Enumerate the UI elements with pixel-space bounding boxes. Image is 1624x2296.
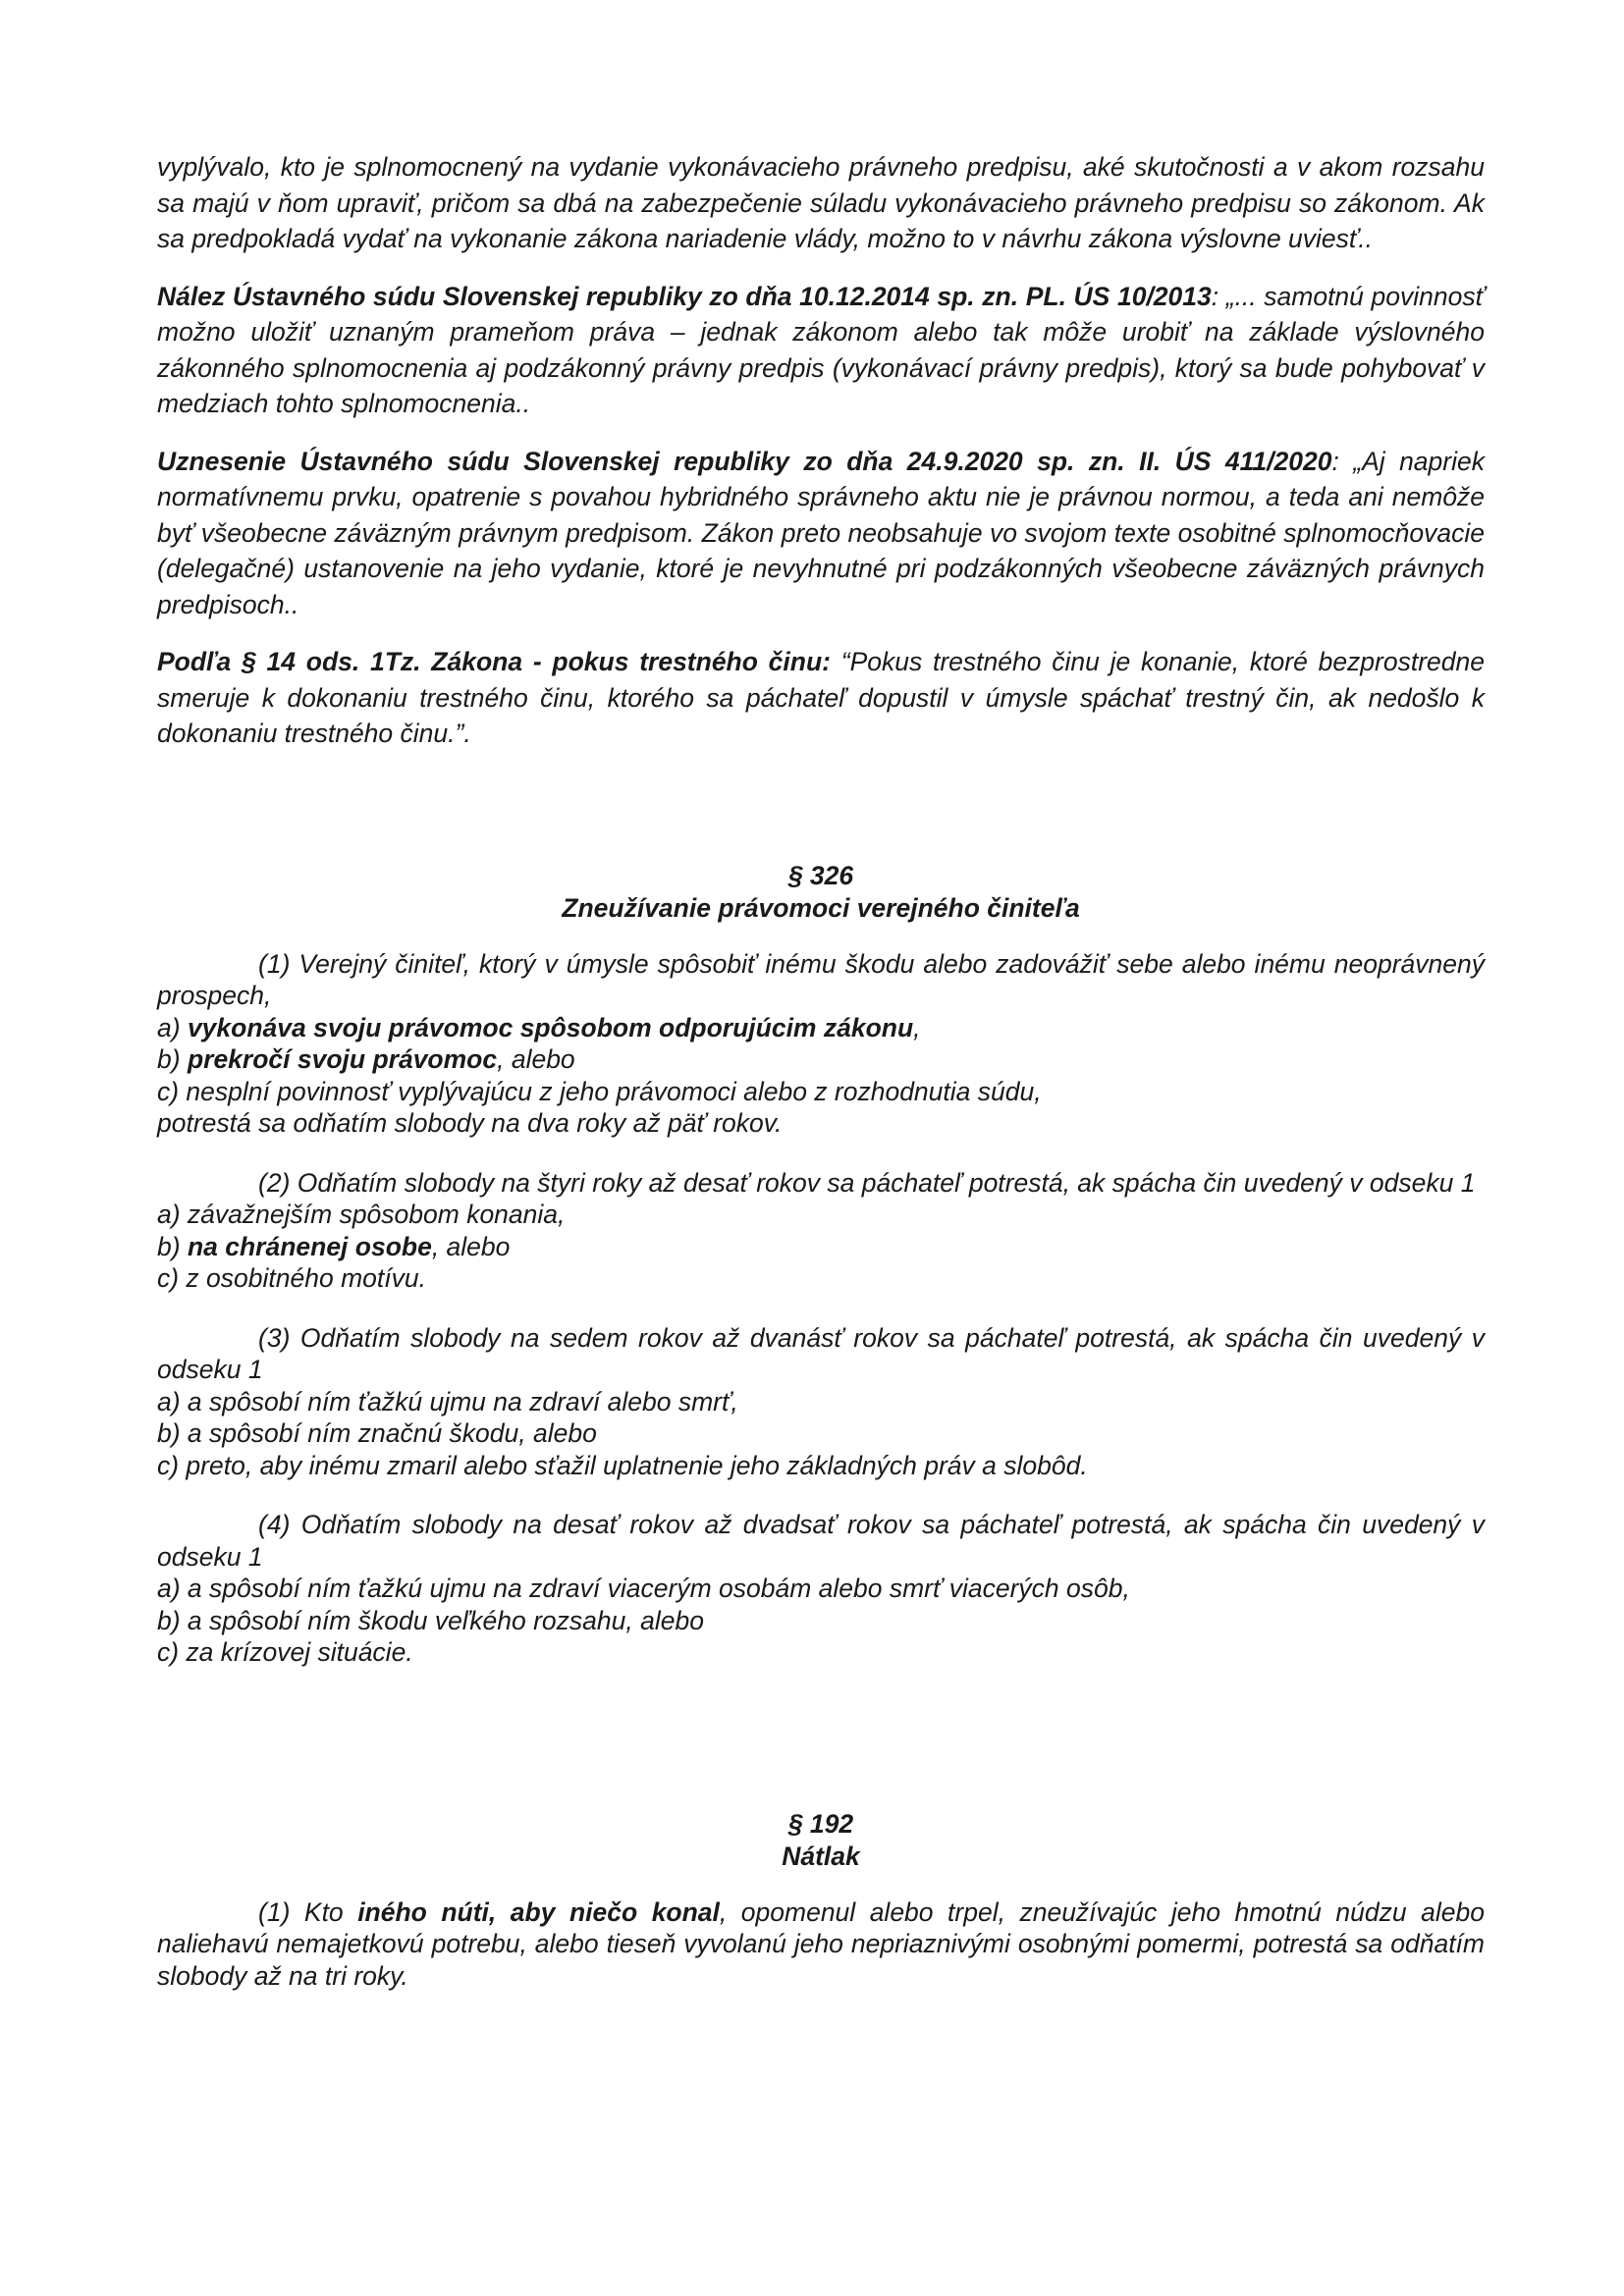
- penalty-line: potrestá sa odňatím slobody na dva roky až päť rokov.: [157, 1108, 783, 1138]
- list-item: [157, 1012, 1485, 1044]
- item-text: , alebo: [431, 1231, 511, 1261]
- section-192: [157, 1808, 1485, 1993]
- item-text: , opomenul alebo trpel, zneužívajúc jeho hmotnú núdzu alebo naliehavú nemajetkovú potrebu, alebo tieseň vyvolanú jeho nepriaznivými osobnými pomermi, potrestá sa odňatím slobody až na tri roky.: [157, 1896, 1485, 1991]
- subsection-1: [157, 1896, 1485, 1993]
- item-text: (1) Kto: [258, 1896, 358, 1927]
- item-letter: a): [157, 1012, 188, 1042]
- attempt-text: “Pokus trestného činu je konanie, ktoré bezprostredne smeruje k dokonaniu trestného činu, ktorého sa páchateľ dopustil v úmysle spáchať trestný čin, ak nedošlo k dokonaniu trestného činu.”.: [157, 647, 1485, 748]
- court-resolution-heading: Uznesenie Ústavného súdu Slovenskej republiky zo dňa 24.9.2020 sp. zn. II. ÚS 411/2020: [157, 446, 1332, 476]
- attempt-paragraph: [157, 644, 1485, 752]
- item-letter: b): [157, 1231, 188, 1261]
- item-text: ,: [913, 1012, 921, 1042]
- subsection-3: [157, 1322, 1485, 1482]
- section-number: § 326: [787, 860, 854, 890]
- list-item: b) a spôsobí ním škodu veľkého rozsahu, alebo: [157, 1605, 704, 1635]
- court-finding-paragraph: [157, 279, 1485, 422]
- item-bold-text: na chránenej osobe: [187, 1231, 432, 1261]
- subsection-intro: (3) Odňatím slobody na sedem rokov až dvanásť rokov sa páchateľ potrestá, ak spácha čin uvedený v odseku 1: [157, 1322, 1485, 1384]
- subsection-intro: (1) Verejný činiteľ, ktorý v úmysle spôsobiť inému škodu alebo zadovážiť sebe alebo inému neoprávnený prospech,: [157, 948, 1485, 1010]
- list-item: a) závažnejším spôsobom konania,: [157, 1200, 566, 1229]
- section-title: Nátlak: [782, 1841, 860, 1871]
- item-text: , alebo: [497, 1044, 575, 1074]
- list-item: [157, 1231, 1485, 1263]
- paragraph-text: vyplývalo, kto je splnomocnený na vydanie vykonávacieho právneho predpisu, aké skutočnosti a v akom rozsahu sa majú v ňom upraviť, pričom sa dbá na zabezpečenie súladu vykonávacieho právneho predpisu so zákonom. Ak sa predpokladá vydať na vykonanie zákona nariadenie vlády, možno to v návrhu zákona výslovne uviesť..: [157, 152, 1485, 253]
- section-number: § 192: [787, 1808, 854, 1839]
- list-item: c) z osobitného motívu.: [157, 1263, 426, 1293]
- list-item: a) a spôsobí ním ťažkú ujmu na zdraví viacerým osobám alebo smrť viacerých osôb,: [157, 1574, 1130, 1603]
- court-finding-text: : „... samotnú povinnosť možno uložiť uznaným prameňom práva – jednak zákonom alebo tak môže urobiť na základe výslovného zákonného splnomocnenia aj podzákonný právny predpis (vykonávací právny predpis), ktorý sa bude pohybovať v medziach tohto splnomocnenia..: [157, 281, 1485, 418]
- list-item: a) a spôsobí ním ťažkú ujmu na zdraví alebo smrť,: [157, 1386, 738, 1416]
- section-title: Zneužívanie právomoci verejného činiteľa: [562, 892, 1080, 923]
- subsection-1: [157, 948, 1485, 1140]
- item-letter: b): [157, 1044, 188, 1074]
- attempt-heading: Podľa § 14 ods. 1Tz. Zákona - pokus trestného činu:: [157, 647, 831, 676]
- list-item: c) nesplní povinnosť vyplývajúcu z jeho právomoci alebo z rozhodnutia súdu,: [157, 1076, 1042, 1106]
- subsection-intro: (2) Odňatím slobody na štyri roky až desať rokov sa páchateľ potrestá, ak spácha čin uvedený v odseku 1: [258, 1167, 1476, 1198]
- item-bold-text: iného núti, aby niečo konal: [357, 1896, 720, 1927]
- item-bold-text: prekročí svoju právomoc: [187, 1044, 498, 1074]
- subsection-intro: (4) Odňatím slobody na desať rokov až dvadsať rokov sa páchateľ potrestá, ak spácha čin uvedený v odseku 1: [157, 1510, 1485, 1572]
- list-item: [157, 1043, 1485, 1076]
- list-item: b) a spôsobí ním značnú škodu, alebo: [157, 1418, 597, 1448]
- list-item: c) preto, aby inému zmaril alebo sťažil uplatnenie jeho základných práv a slobôd.: [157, 1450, 1088, 1480]
- paragraph-continuation: [157, 149, 1485, 257]
- section-326: [157, 860, 1485, 1669]
- court-resolution-paragraph: [157, 444, 1485, 623]
- subsection-2: [157, 1167, 1485, 1295]
- list-item: c) za krízovej situácie.: [157, 1637, 413, 1667]
- court-resolution-text: : „Aj napriek normatívnemu prvku, opatrenie s povahou hybridného správneho aktu nie je právnou normou, a teda ani nemôže byť všeobecne záväzným právnym predpisom. Zákon preto neobsahuje vo svojom texte osobitné splnomocňovacie (delegačné) ustanovenie na jeho vydanie, ktoré je nevyhnutné pri podzákonných všeobecne záväzných právnych predpisoch..: [157, 446, 1485, 619]
- document-page: [157, 149, 1485, 1992]
- subsection-4: [157, 1509, 1485, 1669]
- court-finding-heading: Nález Ústavného súdu Slovenskej republiky zo dňa 10.12.2014 sp. zn. PL. ÚS 10/2013: [157, 281, 1212, 311]
- item-bold-text: vykonáva svoju právomoc spôsobom odporujúcim zákonu: [187, 1012, 914, 1042]
